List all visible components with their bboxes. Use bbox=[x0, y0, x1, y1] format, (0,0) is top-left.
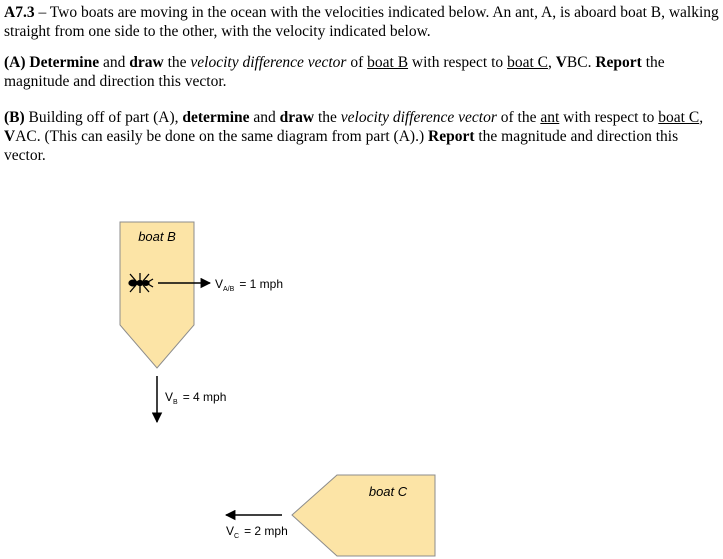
vab-subscript: A/B bbox=[223, 286, 235, 293]
vab-symbol: V bbox=[215, 277, 224, 291]
part-a-label: (A) bbox=[4, 54, 26, 71]
vc-value: = 2 mph bbox=[244, 524, 288, 538]
ref-ant: ant bbox=[540, 109, 560, 126]
text-fragment: of the bbox=[496, 109, 541, 126]
keyword-determine: Determine bbox=[29, 54, 100, 71]
text-fragment: the bbox=[163, 54, 191, 71]
text-fragment: and bbox=[99, 54, 130, 71]
text-fragment: of bbox=[346, 54, 368, 71]
vector-symbol: V bbox=[4, 128, 16, 145]
text-fragment: . bbox=[587, 54, 596, 71]
term-velocity-difference: velocity difference vector bbox=[340, 109, 497, 126]
boat-b-label: boat B bbox=[138, 229, 176, 244]
keyword-report: Report bbox=[428, 128, 475, 145]
vector-symbol: V bbox=[555, 54, 567, 71]
text-fragment: , bbox=[699, 109, 704, 126]
text-fragment: . (This can easily be done on the same diagram from part (A).) bbox=[36, 128, 428, 145]
vb-subscript: B bbox=[173, 399, 178, 406]
problem-intro: – Two boats are moving in the ocean with the velocities indicated below. An ant, A, is aboard boat B, walking straight from one side to the other, with the velocity indicated below. bbox=[4, 4, 719, 40]
ref-boat-b: boat B bbox=[367, 54, 409, 71]
ref-boat-c: boat C bbox=[507, 54, 548, 71]
text-fragment: the bbox=[314, 109, 341, 126]
keyword-draw: draw bbox=[279, 109, 315, 126]
text-fragment: , bbox=[547, 54, 556, 71]
text-fragment: the magnitude and direction this vector. bbox=[4, 128, 679, 164]
vc-symbol: V bbox=[226, 524, 235, 538]
keyword-report: Report bbox=[595, 54, 642, 71]
text-fragment: with respect to bbox=[408, 54, 508, 71]
text-fragment: and bbox=[249, 109, 280, 126]
vb-symbol: V bbox=[165, 390, 174, 404]
vector-label-vc bbox=[226, 524, 288, 540]
vc-subscript: C bbox=[234, 533, 240, 540]
term-velocity-difference: velocity difference vector bbox=[190, 54, 347, 71]
text-fragment: the magnitude and direction this vector. bbox=[4, 54, 665, 90]
vector-subscript: AC bbox=[15, 128, 37, 145]
vb-value: = 4 mph bbox=[182, 390, 227, 404]
text-fragment: Building off of part (A), bbox=[24, 109, 183, 126]
keyword-draw: draw bbox=[129, 54, 164, 71]
boat-c-shape bbox=[292, 475, 435, 556]
vector-label-vab bbox=[215, 277, 283, 293]
vector-subscript: BC bbox=[566, 54, 588, 71]
vab-value: = 1 mph bbox=[239, 277, 284, 291]
vector-label-vb bbox=[165, 390, 226, 406]
keyword-determine: determine bbox=[182, 109, 250, 126]
part-b-label: (B) bbox=[4, 109, 25, 126]
problem-id: A7.3 bbox=[4, 4, 35, 21]
boat-c-label: boat C bbox=[368, 484, 408, 499]
text-fragment: with respect to bbox=[559, 109, 659, 126]
ref-boat-c: boat C bbox=[658, 109, 700, 126]
